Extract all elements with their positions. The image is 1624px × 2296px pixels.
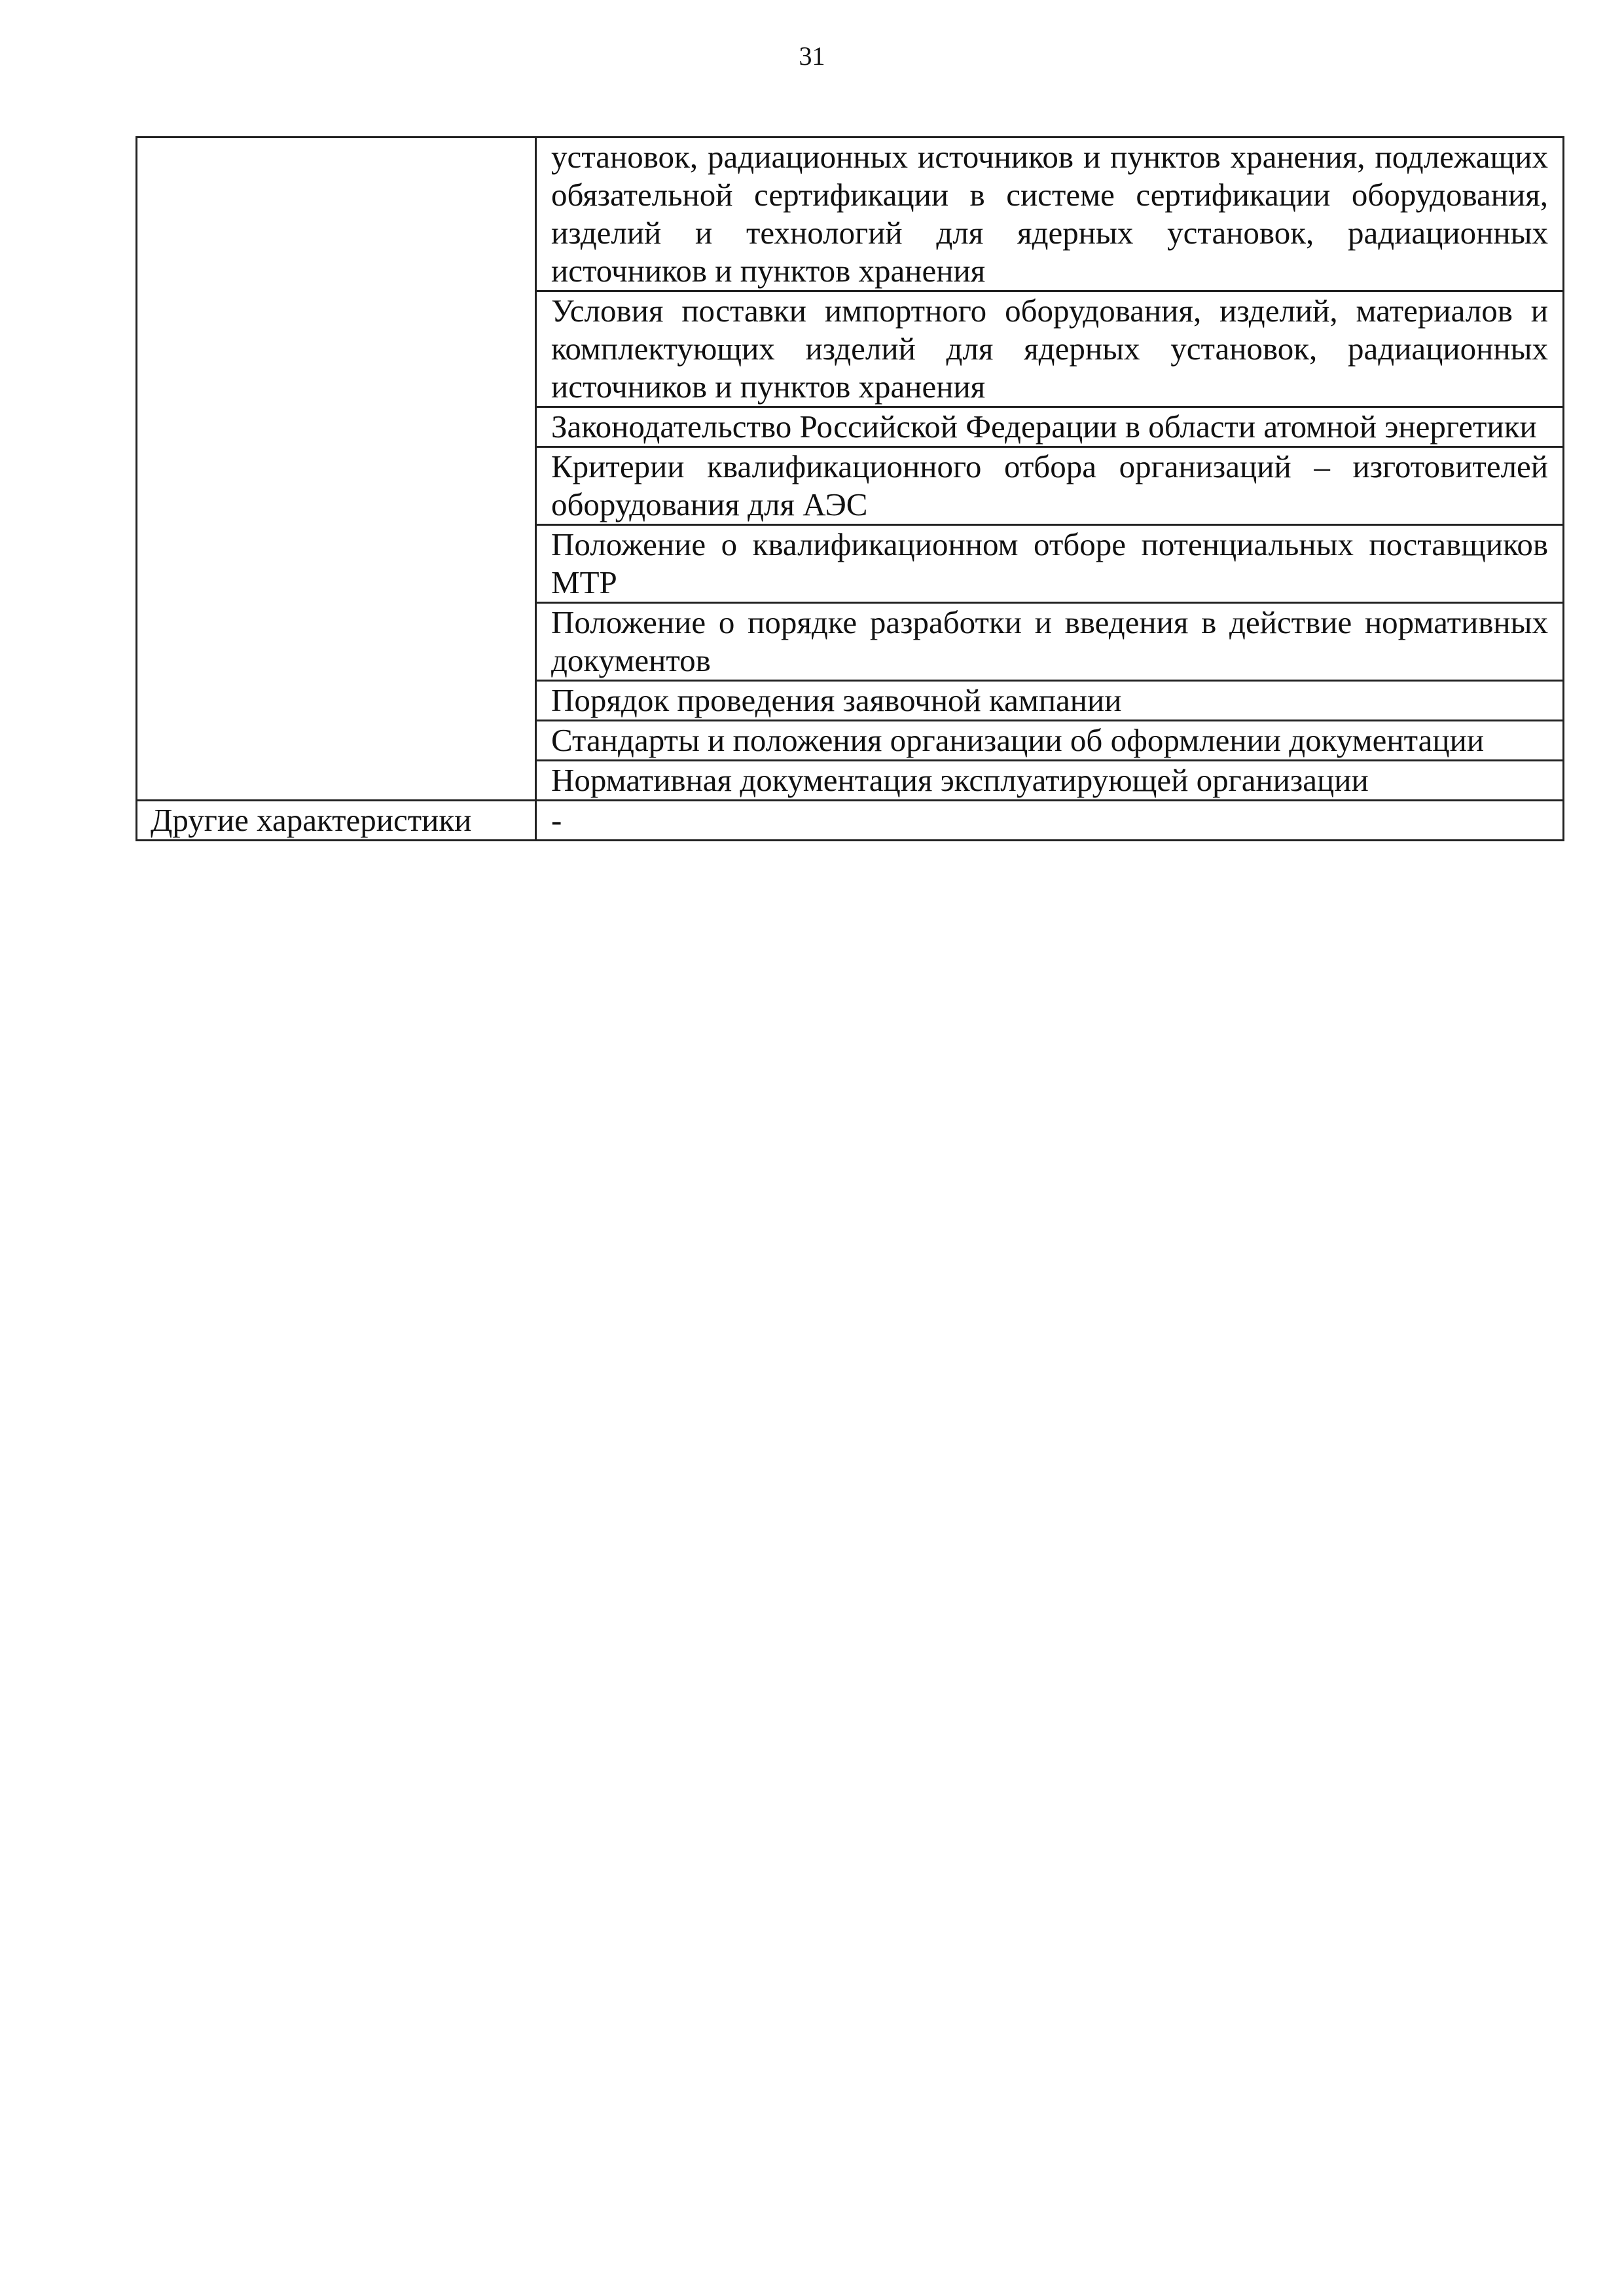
table-cell: установок, радиационных источников и пунктов хранения, подлежащих обязательной сертификации в системе сертификации оборудования, изделий и технологий для ядерных установок, радиационных источников и пунктов хранения xyxy=(536,137,1564,291)
page-number: 31 xyxy=(799,41,825,71)
table-cell: Законодательство Российской Федерации в области атомной энергетики xyxy=(536,407,1564,447)
table-cell: Порядок проведения заявочной кампании xyxy=(536,681,1564,721)
merged-label-cell xyxy=(137,137,536,801)
table-cell: Нормативная документация эксплуатирующей организации xyxy=(536,761,1564,801)
table-cell: Положение о порядке разработки и введения в действие нормативных документов xyxy=(536,603,1564,681)
table-cell: Условия поставки импортного оборудования, изделий, материалов и комплектующих изделий для ядерных установок, радиационных источников и пунктов хранения xyxy=(536,291,1564,407)
table-row xyxy=(137,137,1564,291)
table-cell: Критерии квалификационного отбора организаций – изготовителей оборудования для АЭС xyxy=(536,447,1564,525)
table-cell: Положение о квалификационном отборе потенциальных поставщиков МТР xyxy=(536,525,1564,603)
requirements-table xyxy=(135,136,1564,841)
table-cell: Стандарты и положения организации об оформлении документации xyxy=(536,721,1564,761)
other-characteristics-value: - xyxy=(536,801,1564,841)
table-row-other xyxy=(137,801,1564,841)
other-characteristics-label: Другие характеристики xyxy=(137,801,536,841)
